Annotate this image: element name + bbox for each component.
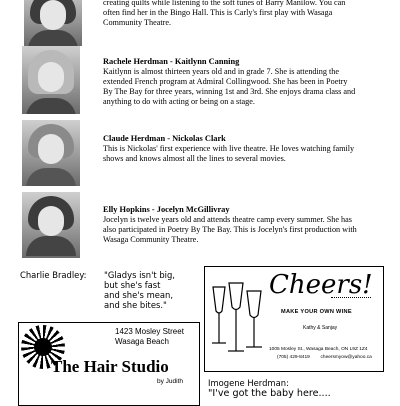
quote-imogene: Imogene Herdman: "I've got the baby here....	[208, 378, 388, 399]
hair-by: by Judith	[157, 378, 184, 385]
cast-photo	[24, 0, 82, 46]
bio-description: Jocelyn is twelve years old and attends theatre camp every summer. She has also participated in Poetry By The Bay. This is Jocelyn's first production with Wasaga Community Theatre.	[103, 215, 357, 244]
bio-description: Kaitlynn is almost thirteen years old and in grade 7. She is attending the extended French program at Admiral Collingwood. She has been in Poetry By The Bay for three years, winning 1st and 3rd. She enjoys drama class and anything to do with acting or being on a stage.	[103, 67, 356, 106]
cast-photo	[22, 46, 80, 114]
quote-speaker: Charlie Bradley:	[20, 270, 87, 280]
bio-carly	[0, 0, 400, 50]
cast-photo	[22, 120, 80, 186]
cast-photo	[22, 192, 80, 258]
cast-name: Claude Herdman - Nickolas Clark	[103, 134, 226, 143]
cheers-logo: Cheers!	[269, 270, 373, 300]
cheers-tagline: MAKE YOUR OWN WINE	[281, 309, 352, 315]
ad-hair-studio	[18, 322, 200, 406]
cheers-owners: Kathy & Sanjay	[303, 325, 338, 331]
bio-description: This is Nickolas' first experience with live theatre. He loves watching family shows and knows almost all the lines to several movies.	[103, 144, 355, 163]
ad-cheers	[204, 266, 384, 372]
hair-studio-name: The Hair Studio	[51, 357, 169, 376]
cast-name: Rachele Herdman - Kaitlynn Canning	[103, 57, 240, 66]
cheers-email: cheersmyow@yahoo.ca	[320, 355, 372, 360]
quote-speaker: Imogene Herdman:	[208, 378, 289, 388]
hair-street: 1423 Mosley Street	[115, 327, 184, 336]
bio-description: creating quilts while listening to the soft tunes of Barry Manilow. You can often find her in the Bingo Hall. This is Carly's first play with Wasaga Community Theatre.	[103, 0, 346, 27]
cast-name: Elly Hopkins - Jocelyn McGillivray	[103, 205, 230, 214]
cheers-address: 1005 Mosley St., Wasaga Beach, ON L9Z 1Z4	[269, 347, 368, 352]
quote-charlie: Charlie Bradley: "Gladys isn't big, but she's fast and she's mean, and she bites."	[20, 270, 175, 310]
hair-town: Wasaga Beach	[115, 337, 169, 346]
cheers-phone: (705) 429-8419	[277, 355, 310, 360]
wine-glasses-icon	[209, 281, 269, 361]
